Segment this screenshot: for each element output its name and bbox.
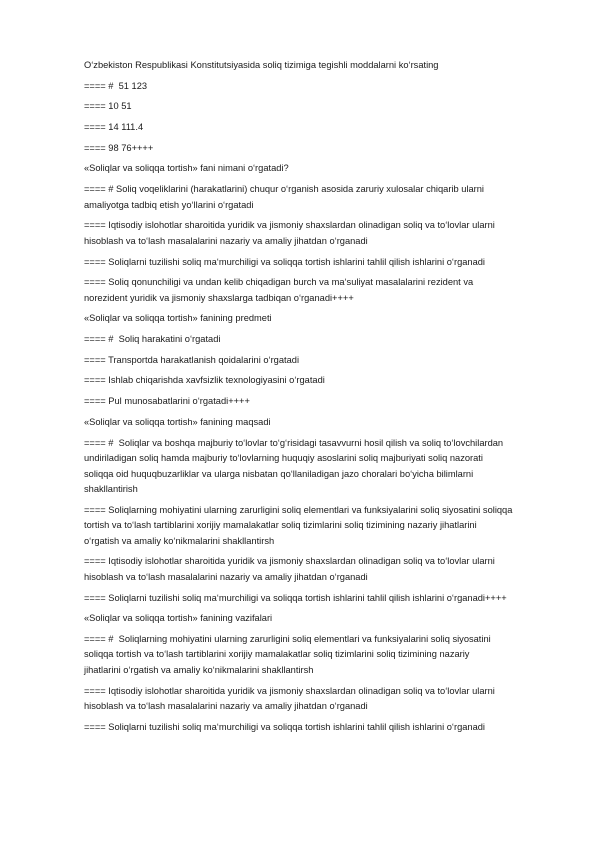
document-paragraph xyxy=(84,394,534,410)
paragraph-line: ==== Iqtisodiy islohotlar sharoitida yuridik va jismoniy shaxslardan olinadigan soliq va to‘lovlar ularni xyxy=(84,220,495,231)
document-paragraph xyxy=(84,554,534,585)
paragraph-line: hisoblash va to‘lash masalalarini nazariy va amaliy jihatdan o‘rganadi xyxy=(84,701,368,712)
paragraph-line: ==== # Soliqlarning mohiyatini ularning zarurligini soliq elementlari va funksiyalarini soliq siyosatini xyxy=(84,633,491,644)
paragraph-line: ==== # Soliq harakatini o‘rgatadi xyxy=(84,334,221,345)
document-paragraph xyxy=(84,591,534,607)
paragraph-line: ==== # Soliqlar va boshqa majburiy to‘lovlar to‘g‘risidagi tasavvurni hosil qilish va soliq to‘lovchilardan xyxy=(84,437,504,448)
paragraph-line: «Soliqlar va soliqqa tortish» fanining predmeti xyxy=(84,313,272,324)
paragraph-line: soliqqa tortish va to‘lash tartiblarini xorijiy mamalakatlar soliq tizimlarini soliq tizimining nazariy xyxy=(84,649,470,660)
document-paragraph xyxy=(84,632,534,679)
paragraph-line: ==== Soliqlarni tuzilishi soliq ma‘murchiligi va soliqqa tortish ishlarini tahlil qilish ishlarini o‘rganadi++++ xyxy=(84,592,507,603)
document-paragraph xyxy=(84,436,534,498)
document-paragraph xyxy=(84,684,534,715)
paragraph-line: ==== Soliqlarni tuzilishi soliq ma‘murchiligi va soliqqa tortish ishlarini tahlil qilish ishlarini o‘rganadi xyxy=(84,256,485,267)
document-paragraph xyxy=(84,720,534,736)
paragraph-line: ==== # Soliq voqeliklarini (harakatlarini) chuqur o‘rganish asosida zaruriy xulosalar chiqarib ularni xyxy=(84,184,484,195)
paragraph-line: «Soliqlar va soliqqa tortish» fanining maqsadi xyxy=(84,416,271,427)
paragraph-line: hisoblash va to‘lash masalalarini nazariy va amaliy jihatdan o‘rganadi xyxy=(84,571,368,582)
paragraph-line: «Soliqlar va soliqqa tortish» fani nimani o‘rgatadi? xyxy=(84,163,289,174)
document-paragraph xyxy=(84,218,534,249)
document-paragraph xyxy=(84,373,534,389)
paragraph-line: ==== Transportda harakatlanish qoidalarini o‘rgatadi xyxy=(84,354,300,365)
paragraph-line: O‘zbekiston Respublikasi Konstitutsiyasida soliq tizimiga tegishli moddalarni ko‘rsating xyxy=(84,60,439,70)
paragraph-line: ==== Soliq qonunchiligi va undan kelib chiqadigan burch va ma‘suliyat masalalarini rezident va xyxy=(84,277,474,288)
paragraph-line: undiriladigan soliq hamda majburiy to‘lovlarning huquqiy asoslarini soliq majburiyati soliq nazorati xyxy=(84,453,483,463)
document-paragraph xyxy=(84,141,534,157)
paragraph-line: ==== # 51 123 xyxy=(84,80,148,91)
document-paragraph xyxy=(84,99,534,115)
paragraph-line: ==== Soliqlarning mohiyatini ularning zarurligini soliq elementlari va funksiyalarini soliq siyosatini soliqqa xyxy=(84,504,513,515)
document-paragraph xyxy=(84,79,534,95)
document-paragraph xyxy=(84,58,534,74)
paragraph-line: o‘rgatish va amaliy ko‘nikmalarini shakllantirsh xyxy=(84,535,275,546)
document-paragraph xyxy=(84,611,534,627)
paragraph-line: ==== Pul munosabatlarini o‘rgatadi++++ xyxy=(84,396,250,407)
document-paragraph xyxy=(84,255,534,271)
document-paragraph xyxy=(84,415,534,431)
paragraph-line: ==== Ishlab chiqarishda xavfsizlik texnologiyasini o‘rgatadi xyxy=(84,375,325,386)
paragraph-line: jihatlarini o‘rgatish va amaliy ko‘nikmalarini shakllantirsh xyxy=(84,664,314,675)
paragraph-line: ==== Iqtisodiy islohotlar sharoitida yuridik va jismoniy shaxslardan olinadigan soliq va to‘lovlar ularni xyxy=(84,685,495,696)
paragraph-line: ==== Iqtisodiy islohotlar sharoitida yuridik va jismoniy shaxslardan olinadigan soliq va to‘lovlar ularni xyxy=(84,556,495,567)
document-paragraph xyxy=(84,332,534,348)
paragraph-line: amaliyotga tadbiq etish yo‘llarini o‘rgatadi xyxy=(84,199,254,210)
document-paragraph xyxy=(84,503,534,550)
paragraph-line: «Soliqlar va soliqqa tortish» fanining vazifalari xyxy=(84,613,273,624)
document-body xyxy=(84,58,534,741)
paragraph-line: hisoblash va to‘lash masalalarini nazariy va amaliy jihatdan o‘rganadi xyxy=(84,235,368,246)
paragraph-line: ==== Soliqlarni tuzilishi soliq ma‘murchiligi va soliqqa tortish ishlarini tahlil qilish ishlarini o‘rganadi xyxy=(84,721,485,732)
paragraph-line: norezident yuridik va jismoniy shaxslarga tadbiqan o‘rganadi++++ xyxy=(84,292,354,303)
document-paragraph xyxy=(84,275,534,306)
paragraph-line: ==== 98 76++++ xyxy=(84,142,154,153)
document-paragraph xyxy=(84,120,534,136)
document-paragraph xyxy=(84,161,534,177)
document-paragraph xyxy=(84,353,534,369)
paragraph-line: soliqqa oid huquqbuzarliklar va ularga nisbatan qo‘llaniladigan jazo choralari bo‘yicha bilimlarni xyxy=(84,468,474,479)
paragraph-line: ==== 10 51 xyxy=(84,101,132,112)
document-paragraph xyxy=(84,182,534,213)
document-paragraph xyxy=(84,311,534,327)
paragraph-line: ==== 14 111.4 xyxy=(84,122,144,133)
paragraph-line: tortish va to‘lash tartiblarini xorijiy mamalakatlar soliq tizimlarini soliq tizimining nazariy jihatlarini xyxy=(84,520,477,531)
paragraph-line: shakllantirish xyxy=(84,484,138,494)
